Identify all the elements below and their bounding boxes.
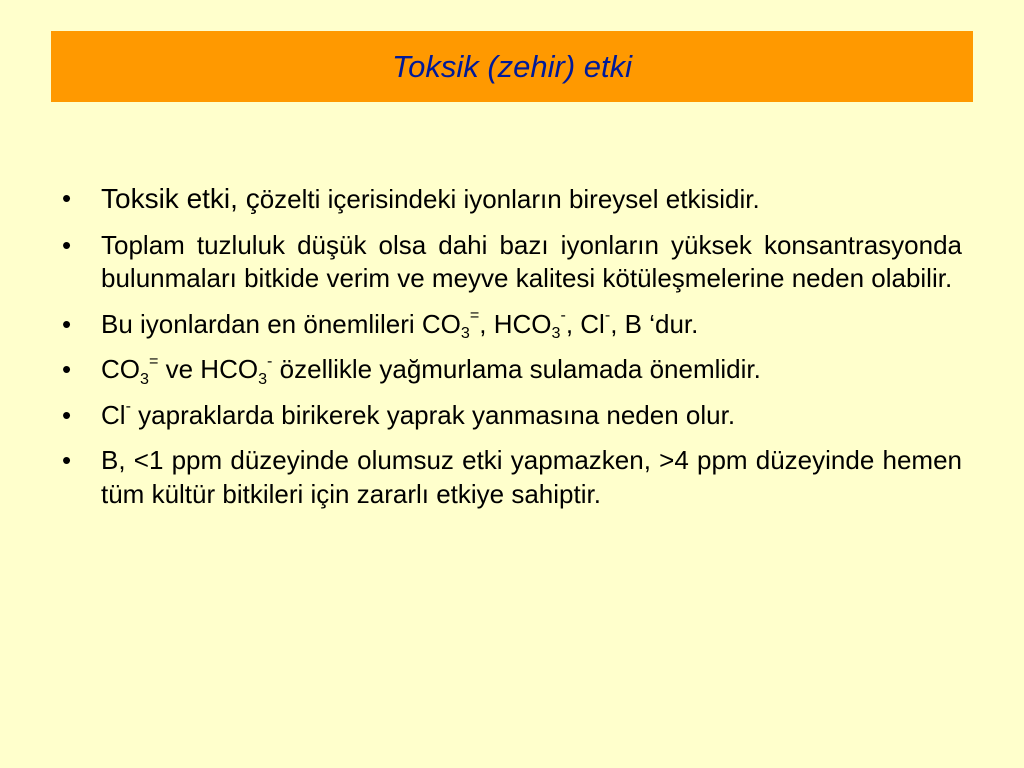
bullet-text: özellikle yağmurlama sulamada önemlidir.: [272, 354, 761, 384]
bullet-icon: •: [62, 183, 72, 213]
bullet-list: [62, 182, 962, 523]
slide-title: Toksik (zehir) etki: [391, 48, 633, 84]
bullet-text: Cl: [101, 399, 126, 430]
bullet-text: B, <1 ppm düzeyinde olumsuz etki yapmazken, >4 ppm düzeyinde hemen tüm kültür bitkileri için zararlı etkiye sahiptir.: [101, 445, 962, 509]
superscript: -: [267, 351, 273, 370]
title-banner: [51, 31, 973, 102]
bullet-text: , Cl: [565, 308, 605, 339]
bullet-item-5: [62, 399, 962, 433]
subscript: 3: [140, 369, 149, 388]
bullet-item-2: [62, 229, 962, 296]
bullet-text: yapraklarda birikerek yaprak yanmasına neden olur.: [130, 399, 736, 430]
bullet-icon: •: [62, 308, 72, 339]
bullet-icon: •: [62, 399, 72, 430]
bullet-text: , B ‘dur.: [610, 308, 699, 339]
bullet-item-1: [62, 182, 962, 217]
bullet-icon: •: [62, 354, 72, 384]
bullet-icon: •: [62, 445, 72, 475]
bullet-item-4: [62, 353, 962, 387]
superscript: -: [560, 306, 566, 325]
subscript: 3: [551, 324, 561, 343]
superscript: =: [148, 351, 159, 370]
bullet-text: Toplam tuzluluk düşük olsa dahi bazı iyonların yüksek konsantrasyonda bulunmaları bitkide verim ve meyve kalitesi kötüleşmelerine neden olabilir.: [101, 229, 962, 293]
bullet-text: Bu iyonlardan en önemlileri CO: [101, 308, 461, 339]
bullet-text: , HCO: [479, 308, 552, 339]
bullet-text: ve HCO: [158, 354, 259, 384]
subscript: 3: [258, 369, 268, 388]
subscript: 3: [460, 324, 470, 343]
superscript: =: [469, 306, 480, 325]
bullet-text: özelti içerisindeki iyonların bireysel etkisidir.: [259, 184, 760, 214]
bullet-text: CO: [101, 354, 140, 384]
superscript: -: [604, 306, 611, 325]
bullet-icon: •: [62, 229, 72, 260]
bullet-lead: Toksik etki, ç: [101, 183, 260, 214]
bullet-item-6: [62, 444, 962, 511]
superscript: -: [125, 397, 131, 416]
bullet-item-3: [62, 308, 962, 342]
